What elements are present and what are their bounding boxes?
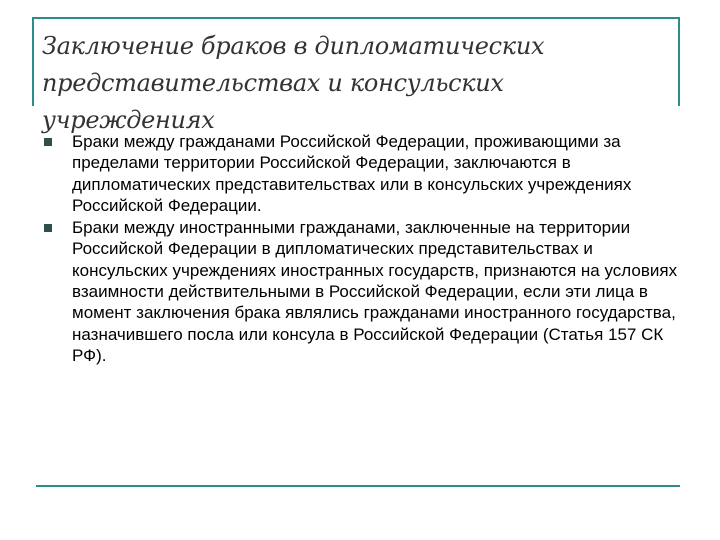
bullet-text: Браки между гражданами Российской Федерации, проживающими за пределами территории Российской Федерации, заключаются в дипломатических представительствах или в консульских учреждениях Российской Федерации. bbox=[72, 132, 632, 215]
square-bullet-icon bbox=[44, 224, 52, 232]
top-frame-line bbox=[32, 17, 680, 19]
bullet-item bbox=[44, 131, 680, 216]
slide-title: Заключение браков в дипломатических представительствах и консульских учреждениях bbox=[42, 32, 545, 134]
right-frame-line bbox=[678, 17, 680, 106]
bottom-frame-line bbox=[36, 485, 680, 487]
bullet-list bbox=[44, 131, 680, 367]
left-frame-line bbox=[32, 17, 34, 106]
square-bullet-icon bbox=[44, 138, 52, 146]
bullet-text: Браки между иностранными гражданами, заключенные на территории Российской Федерации в дипломатических представительствах и консульских учреждениях иностранных государств, признаются на условиях взаимности действительными в Российской Федерации, если эти лица в момент заключения брака являлись гражданами иностранного государства, назначившего посла или консула в Российской Федерации (Статья 157 СК РФ). bbox=[72, 218, 678, 365]
bullet-item bbox=[44, 217, 680, 366]
